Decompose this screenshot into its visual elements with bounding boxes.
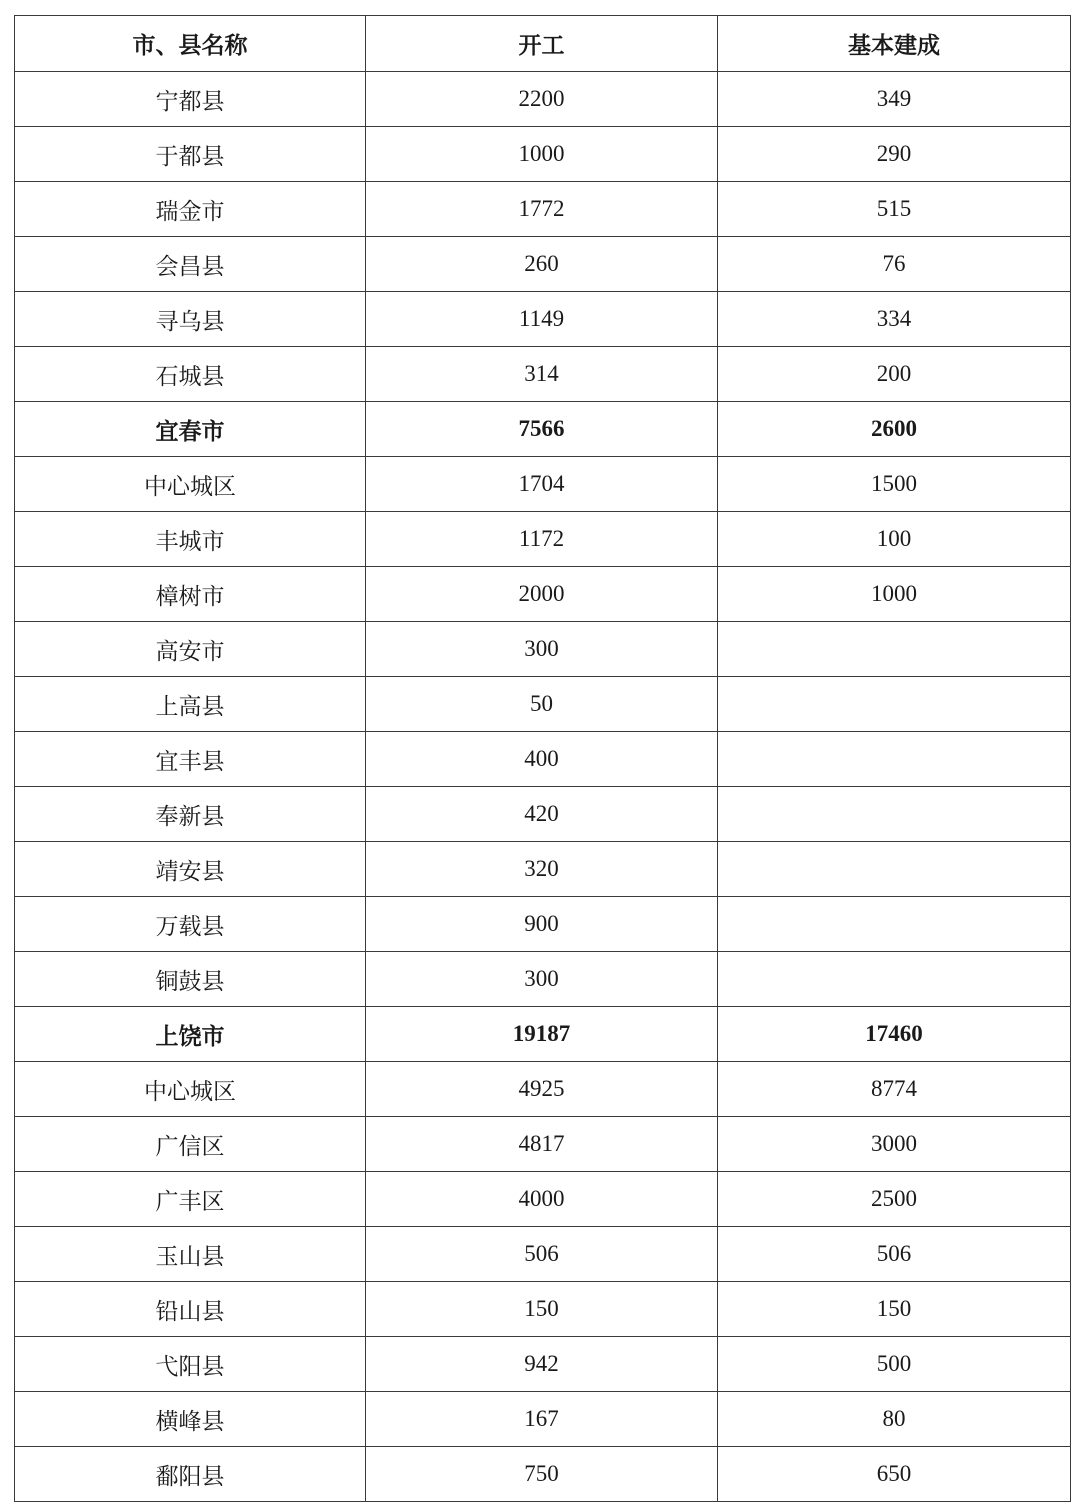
cell-built: 349 <box>718 72 1071 127</box>
column-header-start: 开工 <box>366 16 718 72</box>
cell-built: 1000 <box>718 567 1071 622</box>
table-row <box>15 512 1071 567</box>
cell-name: 靖安县 <box>15 842 366 897</box>
table-row <box>15 457 1071 512</box>
cell-start: 750 <box>366 1447 718 1502</box>
cell-name: 铅山县 <box>15 1282 366 1337</box>
table-row <box>15 1337 1071 1392</box>
cell-built: 290 <box>718 127 1071 182</box>
column-header-name: 市、县名称 <box>15 16 366 72</box>
table-row <box>15 787 1071 842</box>
cell-start: 19187 <box>366 1007 718 1062</box>
cell-name: 中心城区 <box>15 457 366 512</box>
cell-name: 高安市 <box>15 622 366 677</box>
cell-name: 会昌县 <box>15 237 366 292</box>
cell-start: 2200 <box>366 72 718 127</box>
cell-start: 1772 <box>366 182 718 237</box>
cell-start: 420 <box>366 787 718 842</box>
cell-name: 于都县 <box>15 127 366 182</box>
table-row <box>15 842 1071 897</box>
column-header-built: 基本建成 <box>718 16 1071 72</box>
table-row <box>15 237 1071 292</box>
cell-built <box>718 732 1071 787</box>
cell-start: 167 <box>366 1392 718 1447</box>
cell-name: 上饶市 <box>15 1007 366 1062</box>
cell-start: 1000 <box>366 127 718 182</box>
table-row <box>15 1282 1071 1337</box>
cell-start: 4000 <box>366 1172 718 1227</box>
table-row-city-total <box>15 402 1071 457</box>
cell-name: 上高县 <box>15 677 366 732</box>
table-row <box>15 292 1071 347</box>
cell-start: 300 <box>366 952 718 1007</box>
table-row <box>15 1172 1071 1227</box>
cell-name: 石城县 <box>15 347 366 402</box>
cell-built: 3000 <box>718 1117 1071 1172</box>
cell-name: 丰城市 <box>15 512 366 567</box>
table-row <box>15 1062 1071 1117</box>
cell-name: 宜丰县 <box>15 732 366 787</box>
cell-name: 横峰县 <box>15 1392 366 1447</box>
cell-start: 320 <box>366 842 718 897</box>
table-row <box>15 1227 1071 1282</box>
cell-start: 942 <box>366 1337 718 1392</box>
cell-start: 150 <box>366 1282 718 1337</box>
table-row <box>15 897 1071 952</box>
cell-start: 1172 <box>366 512 718 567</box>
cell-built: 1500 <box>718 457 1071 512</box>
cell-start: 300 <box>366 622 718 677</box>
table-row <box>15 732 1071 787</box>
table-row-city-total <box>15 1007 1071 1062</box>
cell-built: 500 <box>718 1337 1071 1392</box>
cell-start: 2000 <box>366 567 718 622</box>
table-row <box>15 127 1071 182</box>
table-row <box>15 182 1071 237</box>
cell-built: 200 <box>718 347 1071 402</box>
housing-table-container <box>14 15 1070 1502</box>
cell-name: 铜鼓县 <box>15 952 366 1007</box>
cell-built <box>718 622 1071 677</box>
cell-start: 900 <box>366 897 718 952</box>
table-row <box>15 567 1071 622</box>
cell-built: 2600 <box>718 402 1071 457</box>
cell-built: 76 <box>718 237 1071 292</box>
cell-start: 1149 <box>366 292 718 347</box>
cell-built <box>718 952 1071 1007</box>
cell-start: 260 <box>366 237 718 292</box>
table-row <box>15 622 1071 677</box>
table-row <box>15 72 1071 127</box>
cell-built: 150 <box>718 1282 1071 1337</box>
cell-start: 506 <box>366 1227 718 1282</box>
cell-name: 万载县 <box>15 897 366 952</box>
cell-built <box>718 677 1071 732</box>
cell-name: 玉山县 <box>15 1227 366 1282</box>
cell-built: 17460 <box>718 1007 1071 1062</box>
housing-construction-table <box>14 15 1071 1502</box>
cell-built <box>718 842 1071 897</box>
cell-built: 506 <box>718 1227 1071 1282</box>
cell-name: 宁都县 <box>15 72 366 127</box>
cell-name: 弋阳县 <box>15 1337 366 1392</box>
table-row <box>15 1447 1071 1502</box>
cell-start: 50 <box>366 677 718 732</box>
table-row <box>15 347 1071 402</box>
cell-built: 334 <box>718 292 1071 347</box>
cell-name: 奉新县 <box>15 787 366 842</box>
cell-name: 中心城区 <box>15 1062 366 1117</box>
cell-start: 4925 <box>366 1062 718 1117</box>
cell-name: 宜春市 <box>15 402 366 457</box>
cell-name: 瑞金市 <box>15 182 366 237</box>
cell-name: 广丰区 <box>15 1172 366 1227</box>
cell-built: 100 <box>718 512 1071 567</box>
cell-built <box>718 897 1071 952</box>
cell-built: 650 <box>718 1447 1071 1502</box>
cell-built: 2500 <box>718 1172 1071 1227</box>
table-row <box>15 952 1071 1007</box>
table-header-row <box>15 16 1071 72</box>
cell-built <box>718 787 1071 842</box>
cell-start: 7566 <box>366 402 718 457</box>
cell-built: 8774 <box>718 1062 1071 1117</box>
cell-name: 鄱阳县 <box>15 1447 366 1502</box>
table-row <box>15 1392 1071 1447</box>
cell-name: 樟树市 <box>15 567 366 622</box>
cell-start: 1704 <box>366 457 718 512</box>
table-body <box>15 72 1071 1502</box>
cell-start: 400 <box>366 732 718 787</box>
table-row <box>15 1117 1071 1172</box>
cell-built: 80 <box>718 1392 1071 1447</box>
cell-name: 寻乌县 <box>15 292 366 347</box>
table-row <box>15 677 1071 732</box>
cell-start: 4817 <box>366 1117 718 1172</box>
cell-built: 515 <box>718 182 1071 237</box>
cell-start: 314 <box>366 347 718 402</box>
cell-name: 广信区 <box>15 1117 366 1172</box>
